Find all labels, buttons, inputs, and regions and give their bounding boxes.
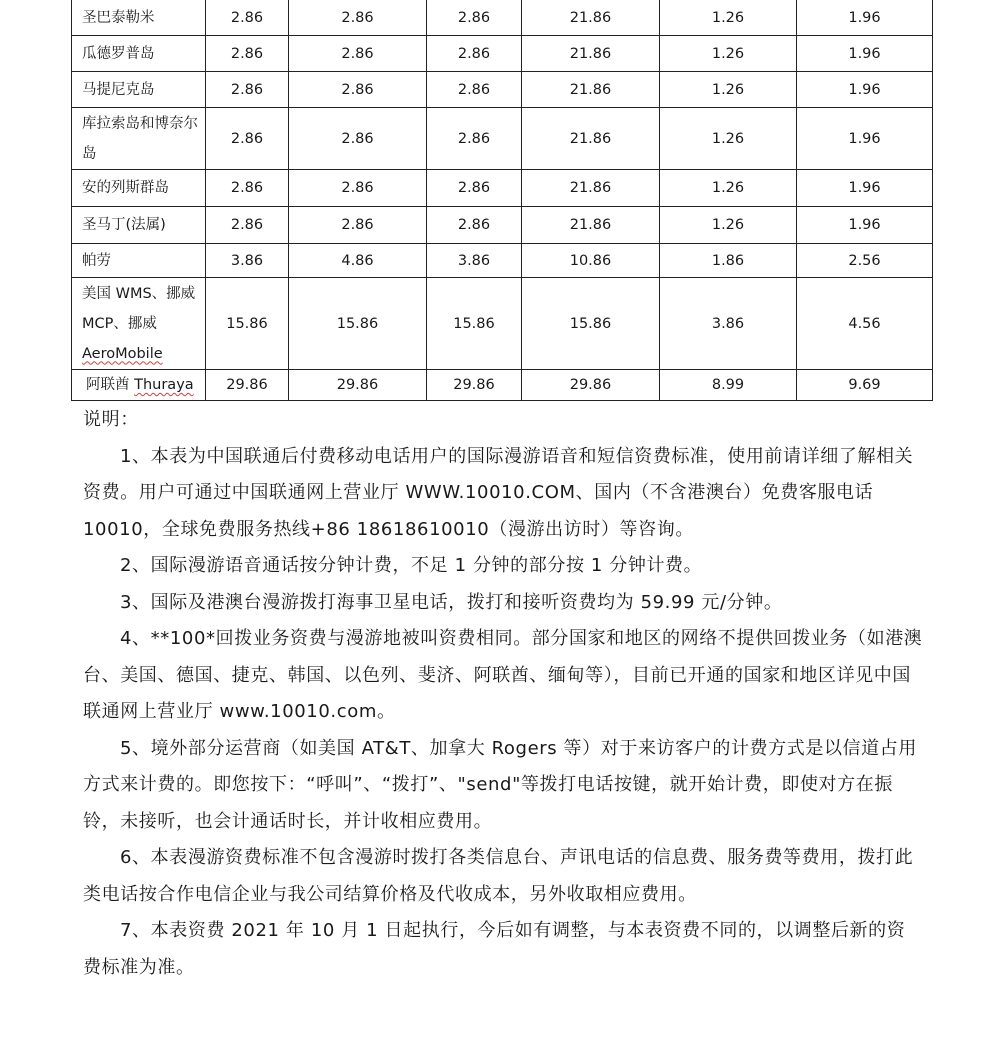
region-name-cell: 美国 WMS、挪威 MCP、挪威 AeroMobile — [72, 278, 206, 370]
rate-cell: 2.86 — [427, 108, 522, 170]
note-item-5: 5、境外部分运营商（如美国 AT&T、加拿大 Rogers 等）对于来访客户的计费方式是以信道占用方式来计费的。即您按下：“呼叫”、“拨打”、"send"等拨打电话按键，就开始计费，即使对方在振铃，未接听，也会计通话时长，并计收相应费用。 — [83, 737, 917, 832]
region-name-cell: 阿联酋 Thuraya — [72, 370, 206, 401]
table-row — [72, 370, 933, 401]
rate-cell: 2.86 — [206, 0, 289, 36]
rate-cell: 29.86 — [206, 370, 289, 401]
rate-cell: 2.86 — [427, 36, 522, 72]
rate-cell: 10.86 — [522, 244, 660, 278]
table-row — [72, 0, 933, 36]
table-row — [72, 72, 933, 108]
rate-cell: 21.86 — [522, 72, 660, 108]
notes-section — [83, 402, 923, 986]
rate-cell: 2.86 — [206, 170, 289, 207]
table-row — [72, 170, 933, 207]
roaming-rates-table — [71, 0, 933, 401]
table-row — [72, 207, 933, 244]
spellcheck-word: Thuraya — [134, 377, 194, 393]
rate-cell: 2.86 — [289, 207, 427, 244]
table-row — [72, 244, 933, 278]
rate-cell: 9.69 — [797, 370, 933, 401]
rate-cell: 21.86 — [522, 170, 660, 207]
rate-cell: 1.26 — [660, 0, 797, 36]
table-row — [72, 108, 933, 170]
rate-cell: 2.86 — [427, 0, 522, 36]
rate-cell: 1.26 — [660, 207, 797, 244]
rate-cell: 29.86 — [427, 370, 522, 401]
rate-cell: 2.86 — [289, 0, 427, 36]
rate-cell: 4.56 — [797, 278, 933, 370]
rate-cell: 1.86 — [660, 244, 797, 278]
rate-cell: 1.26 — [660, 170, 797, 207]
note-item-2: 2、国际漫游语音通话按分钟计费，不足 1 分钟的部分按 1 分钟计费。 — [120, 555, 703, 576]
region-name-cell: 圣马丁(法属) — [72, 207, 206, 244]
rate-cell: 15.86 — [206, 278, 289, 370]
rate-cell: 2.86 — [206, 36, 289, 72]
rate-cell: 1.26 — [660, 36, 797, 72]
rate-cell: 2.86 — [427, 170, 522, 207]
note-item-7: 7、本表资费 2021 年 10 月 1 日起执行，今后如有调整，与本表资费不同的，以调整后新的资费标准为准。 — [83, 920, 906, 978]
rate-cell: 15.86 — [427, 278, 522, 370]
rate-cell: 2.86 — [206, 72, 289, 108]
rate-cell: 1.96 — [797, 170, 933, 207]
rate-cell: 2.86 — [206, 108, 289, 170]
rate-cell: 2.86 — [289, 108, 427, 170]
rate-cell: 1.96 — [797, 108, 933, 170]
rate-cell: 2.86 — [289, 36, 427, 72]
note-item-6: 6、本表漫游资费标准不包含漫游时拨打各类信息台、声讯电话的信息费、服务费等费用，拨打此类电话按合作电信企业与我公司结算价格及代收成本，另外收取相应费用。 — [83, 847, 914, 905]
rate-cell: 1.26 — [660, 72, 797, 108]
rate-cell: 1.96 — [797, 207, 933, 244]
rate-cell: 2.86 — [206, 207, 289, 244]
rate-cell: 1.96 — [797, 36, 933, 72]
rate-cell: 1.96 — [797, 72, 933, 108]
rate-cell: 1.96 — [797, 0, 933, 36]
notes-heading: 说明： — [83, 409, 139, 430]
rate-cell: 29.86 — [289, 370, 427, 401]
rate-cell: 3.86 — [206, 244, 289, 278]
table-row — [72, 36, 933, 72]
rate-cell: 21.86 — [522, 36, 660, 72]
region-name-cell: 安的列斯群岛 — [72, 170, 206, 207]
region-name-cell: 圣巴泰勒米 — [72, 0, 206, 36]
region-name-cell: 库拉索岛和博奈尔岛 — [72, 108, 206, 170]
rate-cell: 3.86 — [660, 278, 797, 370]
rate-cell: 21.86 — [522, 0, 660, 36]
rate-cell: 2.86 — [427, 72, 522, 108]
rate-cell: 3.86 — [427, 244, 522, 278]
rate-cell: 15.86 — [522, 278, 660, 370]
rate-cell: 2.86 — [289, 72, 427, 108]
rate-cell: 21.86 — [522, 108, 660, 170]
rate-cell: 1.26 — [660, 108, 797, 170]
rate-cell: 21.86 — [522, 207, 660, 244]
region-name-cell: 帕劳 — [72, 244, 206, 278]
note-item-1: 1、本表为中国联通后付费移动电话用户的国际漫游语音和短信资费标准，使用前请详细了解相关资费。用户可通过中国联通网上营业厅 WWW.10010.COM、国内（不含港澳台）免费客服电话 10010，全球免费服务热线+86 18618610010（漫游出访时）等咨询。 — [83, 445, 914, 540]
rate-cell: 2.86 — [289, 170, 427, 207]
region-name-cell: 瓜德罗普岛 — [72, 36, 206, 72]
rate-cell: 2.56 — [797, 244, 933, 278]
spellcheck-word: AeroMobile — [82, 345, 163, 362]
note-item-4: 4、**100*回拨业务资费与漫游地被叫资费相同。部分国家和地区的网络不提供回拨业务（如港澳台、美国、德国、捷克、韩国、以色列、斐济、阿联酋、缅甸等），目前已开通的国家和地区详见中国联通网上营业厅 www.10010.com。 — [83, 628, 923, 722]
rate-cell: 8.99 — [660, 370, 797, 401]
table-row — [72, 278, 933, 370]
rate-cell: 2.86 — [427, 207, 522, 244]
note-item-3: 3、国际及港澳台漫游拨打海事卫星电话，拨打和接听资费均为 59.99 元/分钟。 — [120, 591, 783, 613]
region-name-cell: 马提尼克岛 — [72, 72, 206, 108]
rate-cell: 29.86 — [522, 370, 660, 401]
rate-cell: 4.86 — [289, 244, 427, 278]
rate-cell: 15.86 — [289, 278, 427, 370]
